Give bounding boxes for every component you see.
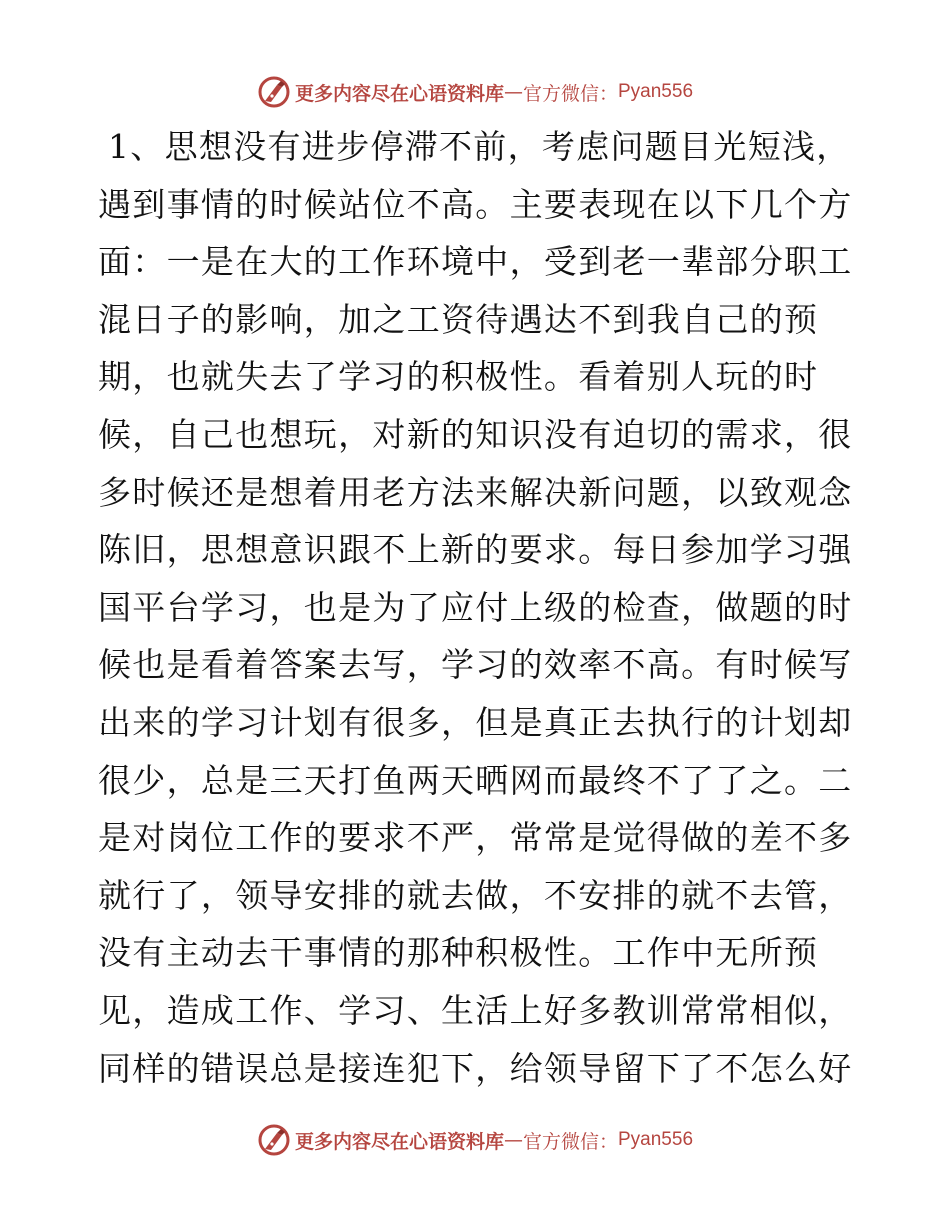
body-line: 候，自己也想玩，对新的知识没有迫切的需求，很 <box>98 414 853 454</box>
header-wechat-label: 官方微信： <box>522 82 618 105</box>
body-line: 就行了，领导安排的就去做，不安排的就不去管， <box>98 875 853 915</box>
body-line: 混日子的影响，加之工资待遇达不到我自己的预 <box>98 299 819 339</box>
footer-separator: — <box>503 1129 523 1151</box>
header-site-text: 更多内容尽在心语资料库 <box>294 82 504 105</box>
document-body <box>98 118 858 1097</box>
body-line: 面：一是在大的工作环境中，受到老一辈部分职工 <box>98 242 853 282</box>
footer-wechat-label: 官方微信： <box>522 1130 618 1153</box>
pen-nib-logo-icon <box>257 75 291 109</box>
footer-banner <box>0 1120 950 1160</box>
header-separator: — <box>503 81 523 103</box>
body-line: 遇到事情的时候站位不高。主要表现在以下几个方 <box>98 184 853 224</box>
pen-nib-logo-icon <box>257 1123 291 1157</box>
body-line: 同样的错误总是接连犯下，给领导留下了不怎么好 <box>98 1048 853 1088</box>
body-line: 期，也就失去了学习的积极性。看着别人玩的时 <box>98 357 819 397</box>
body-line: 见，造成工作、学习、生活上好多教训常常相似， <box>98 990 853 1030</box>
body-line: 国平台学习，也是为了应付上级的检查，做题的时 <box>98 587 853 627</box>
body-line: 多时候还是想着用老方法来解决新问题，以致观念 <box>98 472 853 512</box>
body-line: 很少，总是三天打鱼两天晒网而最终不了了之。二 <box>98 760 853 800</box>
footer-site-text: 更多内容尽在心语资料库 <box>294 1130 504 1153</box>
body-line: 出来的学习计划有很多，但是真正去执行的计划却 <box>98 702 853 742</box>
body-line: 是对岗位工作的要求不严，常常是觉得做的差不多 <box>98 818 853 858</box>
body-line: 1、思想没有进步停滞不前，考虑问题目光短浅， <box>108 127 851 166</box>
body-line: 候也是看着答案去写，学习的效率不高。有时候写 <box>98 645 853 685</box>
header-wechat-id: Pyan556 <box>618 81 694 102</box>
body-line: 没有主动去干事情的那种积极性。工作中无所预 <box>98 933 819 973</box>
footer-wechat-id: Pyan556 <box>618 1129 694 1150</box>
header-banner <box>0 72 950 112</box>
body-line: 陈旧，思想意识跟不上新的要求。每日参加学习强 <box>98 530 853 570</box>
